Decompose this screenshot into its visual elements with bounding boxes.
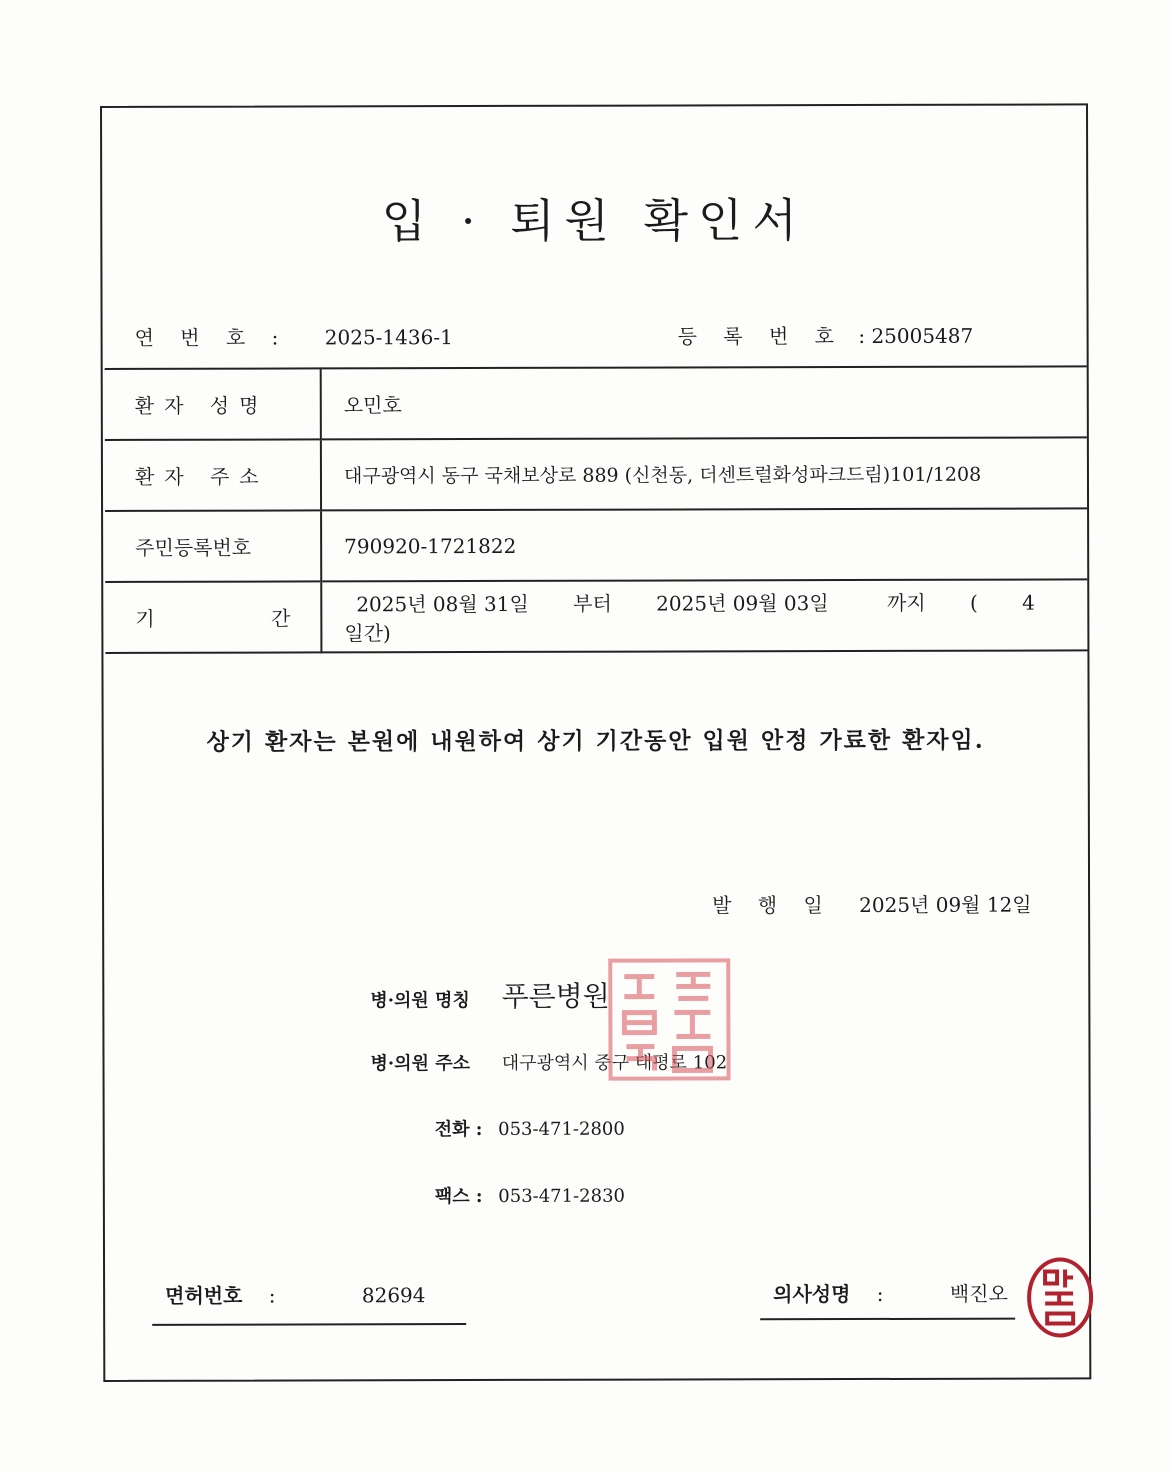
period-from: 부터	[573, 591, 612, 616]
doctor-colon: :	[876, 1281, 884, 1306]
period-to: 까지	[886, 590, 926, 615]
registration-value: : 25005487	[858, 323, 974, 349]
fax-value: 053-471-2830	[498, 1185, 625, 1207]
table-row	[105, 508, 1087, 582]
license-value: 82694	[361, 1283, 426, 1308]
license-underline	[152, 1323, 466, 1326]
rrn-label: 주민등록번호	[105, 510, 321, 582]
registration-number	[678, 320, 974, 350]
doctor-underline	[760, 1318, 1015, 1321]
rrn-value: 790920-1721822	[321, 508, 1087, 581]
hospital-name-label: 병·의원 명칭	[370, 990, 470, 1012]
address-value: 대구광역시 동구 국채보상로 889 (신천동, 더센트럴화성파크드림)101/1208	[321, 437, 1087, 510]
license-label: 면허번호	[165, 1283, 243, 1308]
serial-value: 2025-1436-1	[324, 325, 453, 350]
period-end: 2025년 09월 03일	[656, 590, 829, 616]
phone-value: 053-471-2800	[498, 1118, 625, 1140]
phone-label: 전화 :	[434, 1119, 483, 1141]
name-label: 환자 성명	[105, 368, 321, 440]
fax-label: 팩스 :	[434, 1186, 483, 1208]
period-label-a: 기	[135, 606, 155, 631]
issue-date-label: 발 행 일	[712, 893, 833, 918]
registration-label: 등 록 번 호	[677, 324, 844, 349]
serial-label: 연 번 호 :	[134, 325, 289, 350]
license-number	[165, 1279, 425, 1309]
confirmation-statement: 상기 환자는 본원에 내원하여 상기 기간동안 입원 안정 가료한 환자임.	[206, 726, 985, 756]
hospital-phone	[435, 1115, 625, 1141]
period-label-b: 간	[270, 606, 291, 631]
document-title: 입 · 퇴원 확인서	[381, 193, 807, 249]
serial-number	[135, 321, 453, 351]
doctor-name	[773, 1278, 1008, 1308]
issue-date-value: 2025년 09월 12일	[859, 892, 1032, 918]
patient-info-table	[105, 365, 1088, 654]
doctor-seal-stamp	[1025, 1255, 1095, 1339]
table-row	[105, 366, 1087, 440]
address-label: 환자 주소	[105, 439, 321, 511]
hospital-address-value: 대구광역시 중구 태평로 102	[501, 1052, 728, 1074]
period-open: (	[969, 590, 978, 615]
doctor-value: 백진오	[949, 1281, 1008, 1306]
hospital-name	[370, 975, 610, 1016]
name-value: 오민호	[321, 366, 1087, 439]
table-row	[105, 579, 1087, 653]
period-days: 4	[1022, 590, 1035, 615]
license-colon: :	[268, 1283, 276, 1308]
table-row	[105, 437, 1087, 511]
period-close: 일간)	[344, 620, 391, 645]
hospital-name-value: 푸른병원	[501, 979, 610, 1013]
period-start: 2025년 08월 31일	[356, 591, 529, 616]
doctor-label: 의사성명	[773, 1282, 851, 1307]
issue-date	[712, 889, 1032, 919]
hospital-seal-stamp	[604, 954, 734, 1084]
period-value	[321, 579, 1087, 652]
hospital-fax	[435, 1182, 625, 1208]
hospital-address-label: 병·의원 주소	[370, 1053, 471, 1075]
document-sheet	[100, 103, 1091, 1382]
period-label	[105, 581, 321, 653]
